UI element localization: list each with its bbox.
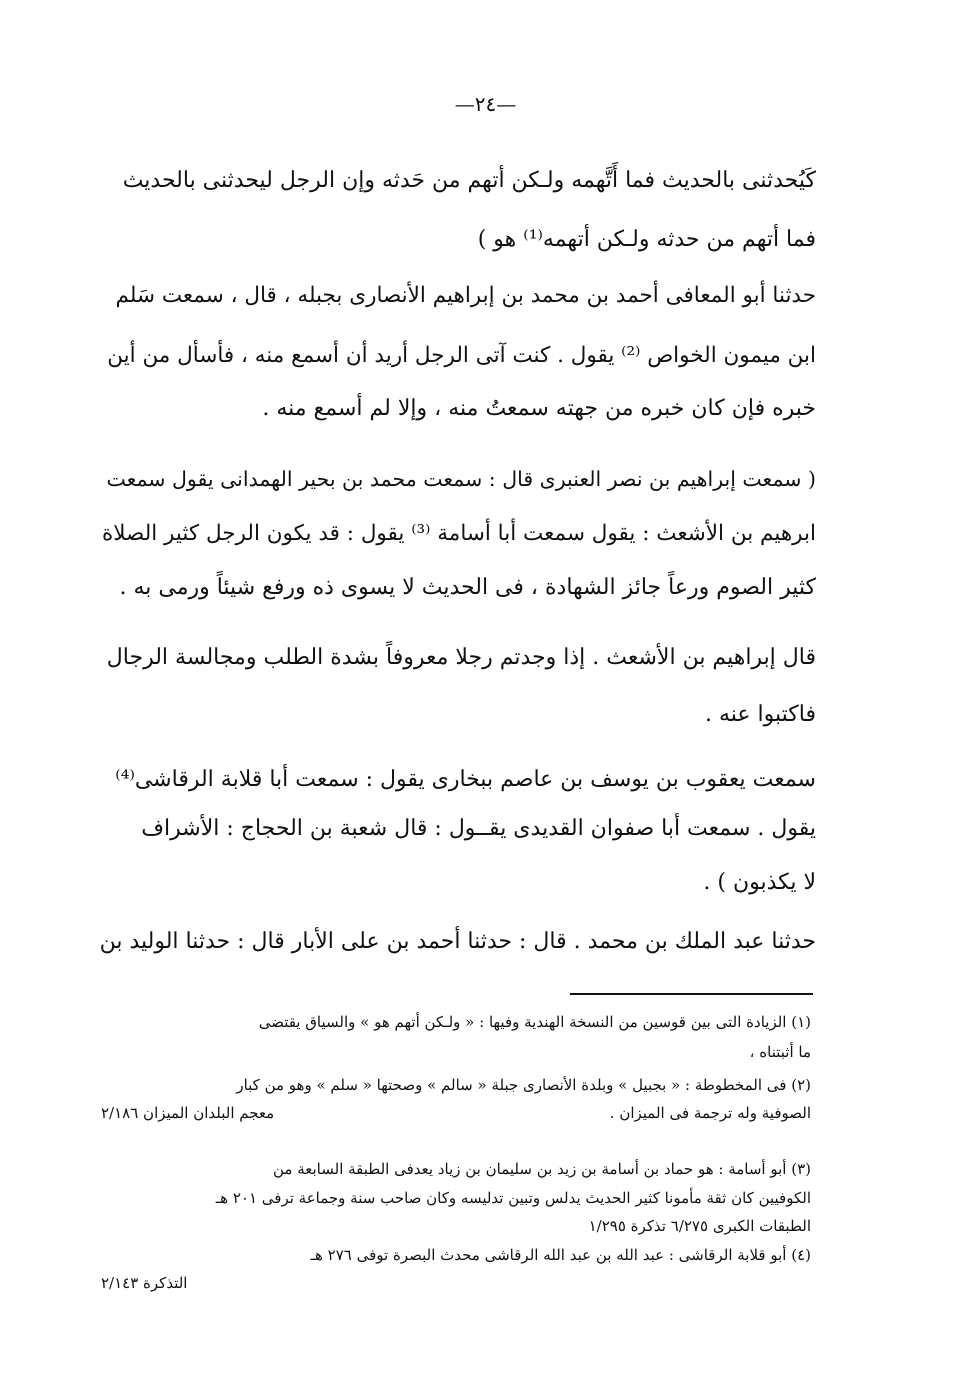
footnote-line: الكوفيين كان ثقة مأمونا كثير الحديث يدلس وتبين تدليسه وكان صاحب سنة وجماعة ترفى ٢٠١ هـ [215, 1189, 811, 1207]
page-number: —٢٤— [454, 92, 517, 116]
footnote-line: الصوفية وله ترجمة فى الميزان . [609, 1104, 811, 1122]
body-line: خبره فإن كان خبره من جهته سمعتُ منه ، وإلا لم أسمع منه . [262, 396, 816, 421]
footnote-line: الطبقات الكبرى ٦/٢٧٥ تذكرة ١/٢٩٥ [588, 1217, 811, 1235]
footnote-line: معجم البلدان الميزان ٢/١٨٦ [101, 1104, 275, 1122]
body-line: حدثنا عبد الملك بن محمد . قال : حدثنا أحمد بن على الأبار قال : حدثنا الوليد بن [99, 929, 816, 954]
body-line: حدثنا أبو المعافى أحمد بن محمد بن إبراهيم الأنصارى بجبله ، قال ، سمعت سَلم [115, 283, 816, 308]
body-line: فاكتبوا عنه . [705, 702, 816, 727]
body-line: كَيُحدثنى بالحديث فما أَتَّهمه ولـكن أتهم من حَدثه وإن الرجل ليحدثنى بالحديث [122, 168, 816, 193]
footnote-divider [570, 993, 813, 995]
body-line: ابرهيم بن الأشعث : يقول سمعت أبا أسامة ⁽³⁾ يقول : قد يكون الرجل كثير الصلاة [101, 521, 816, 546]
footnote-line: (٤) أبو قلابة الرقاشى : عبد الله بن عبد الله الرقاشى محدث البصرة توفى ٢٧٦ هـ [310, 1246, 811, 1264]
footnote-line: التذكرة ٢/١٤٣ [101, 1274, 188, 1292]
footnote-line: (٣) أبو أسامة : هو حماد بن أسامة بن زيد بن سليمان بن زياد يعدفى الطبقة السابعة من [273, 1160, 811, 1178]
body-line: ابن ميمون الخواص ⁽²⁾ يقول . كنت آتى الرجل أريد أن أسمع منه ، فأسأل من أين [107, 343, 816, 368]
body-line: قال إبراهيم بن الأشعث . إذا وجدتم رجلا معروفاً بشدة الطلب ومجالسة الرجال [106, 645, 816, 670]
body-line: كثير الصوم ورعاً جائز الشهادة ، فى الحديث لا يسوى ذه ورفع شيئاً ورمى به . [119, 575, 816, 600]
body-line: ( سمعت إبراهيم بن نصر العنبرى قال : سمعت محمد بن بحير الهمدانى يقول سمعت [106, 467, 816, 491]
footnote-line: (١) الزيادة التى بين قوسين من النسخة الهندية وفيها : « ولـكن أتهم هو » والسياق يقتضى [258, 1013, 811, 1031]
footnote-line: (٢) فى المخطوطة : « بجبيل » وبلدة الأنصارى جبلة « سالم » وصحتها « سلم » وهو من كبار [236, 1076, 811, 1094]
footnote-line: ما أثبتناه ، [749, 1043, 811, 1061]
body-line: فما أتهم من حدثه ولـكن أتهمه⁽¹⁾ هو ) [477, 227, 816, 252]
body-line: سمعت يعقوب بن يوسف بن عاصم ببخارى يقول : سمعت أبا قلابة الرقاشى⁽⁴⁾ [115, 767, 816, 792]
body-line: لا يكذبون ) . [703, 870, 816, 895]
body-line: يقول . سمعت أبا صفوان القديدى يقــول : قال شعبة بن الحجاج : الأشراف [141, 816, 816, 841]
